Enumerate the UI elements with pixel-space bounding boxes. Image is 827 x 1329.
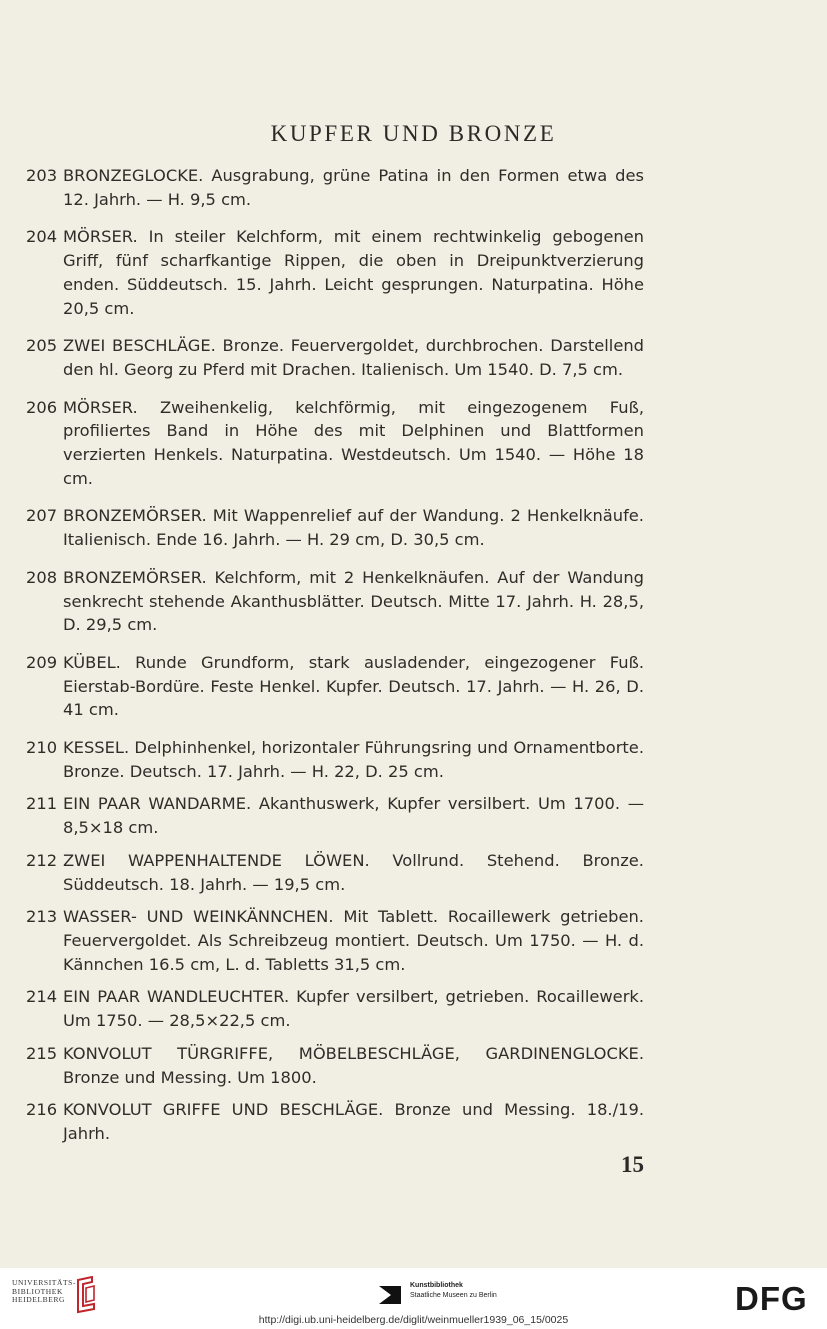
entry-number: 213 (26, 907, 58, 927)
entry-text: EIN PAAR WANDLEUCHTER. Kupfer versilbert, getrieben. Rocaillewerk. Um 1750. — 28,5×22,5 cm. (63, 987, 644, 1031)
entry-number: 206 (26, 397, 58, 417)
uni-line-2: BIBLIOTHEK (12, 1286, 63, 1296)
page-number: 15 (621, 1152, 644, 1177)
catalog-entry (26, 1042, 644, 1089)
entry-number: 215 (26, 1043, 58, 1063)
entry-text: KONVOLUT GRIFFE UND BESCHLÄGE. Bronze und Messing. 18./19. Jahrh. (63, 1100, 644, 1143)
catalog-entry (26, 736, 644, 783)
kunstbibliothek-label (410, 1281, 497, 1301)
catalog-entry (26, 905, 644, 976)
catalog-entry (26, 985, 644, 1032)
kunstbibliothek-icon[interactable] (377, 1284, 403, 1306)
entry-number: 209 (26, 652, 58, 672)
university-library-icon[interactable] (74, 1276, 100, 1314)
catalog-entry (26, 504, 644, 551)
entry-text: MÖRSER. In steiler Kelchform, mit einem rechtwinkelig gebogenen Griff, fünf scharfkantige Rippen, die oben in Dreipunktverzierung enden. Süddeutsch. 15. Jahrh. Leicht gesprungen. Naturpatina. Höhe 20,5 cm. (63, 227, 644, 318)
catalog-entry (26, 792, 644, 839)
catalog-entries (26, 164, 644, 1146)
entry-number: 207 (26, 506, 58, 526)
entry-number: 208 (26, 567, 58, 587)
entry-text: BRONZEMÖRSER. Mit Wappenrelief auf der Wandung. 2 Henkelknäufe. Italienisch. Ende 16. Jahrh. — H. 29 cm, D. 30,5 cm. (63, 506, 644, 550)
entry-text: ZWEI WAPPENHALTENDE LÖWEN. Vollrund. Stehend. Bronze. Süddeutsch. 18. Jahrh. — 19,5 cm. (63, 850, 644, 894)
section-heading: KUPFER UND BRONZE (270, 121, 557, 146)
catalog-entry (26, 1098, 644, 1145)
kb-name: Kunstbibliothek (410, 1282, 463, 1289)
kb-subtitle: Staatliche Museen zu Berlin (410, 1292, 497, 1299)
uni-line-3: HEIDELBERG (12, 1295, 66, 1305)
university-library-logo-text (12, 1279, 76, 1305)
entry-number: 204 (26, 227, 58, 247)
catalog-entry (26, 164, 644, 211)
catalog-entry (26, 566, 644, 637)
entry-text: KÜBEL. Runde Grundform, stark ausladender, eingezogener Fuß. Eierstab-Bordüre. Feste Henkel. Kupfer. Deutsch. 17. Jahrh. — H. 26, D. 41 cm. (63, 652, 644, 720)
entry-text: EIN PAAR WANDARME. Akanthuswerk, Kupfer versilbert. Um 1700. — 8,5×18 cm. (63, 794, 644, 838)
entry-number: 210 (26, 738, 58, 758)
entry-number: 205 (26, 336, 58, 356)
entry-number: 211 (26, 794, 58, 814)
entry-text: WASSER- UND WEINKÄNNCHEN. Mit Tablett. Rocaillewerk getrieben. Feuervergoldet. Als Schreibzeug montiert. Deutsch. Um 1750. — H. d. Kännchen 16.5 cm, L. d. Tabletts 31,5 cm. (63, 907, 644, 974)
dfg-logo[interactable]: DFG (735, 1280, 808, 1317)
entry-text: ZWEI BESCHLÄGE. Bronze. Feuervergoldet, durchbrochen. Darstellend den hl. Georg zu Pferd mit Drachen. Italienisch. Um 1540. D. 7,5 cm. (63, 336, 644, 379)
catalog-entry (26, 849, 644, 896)
entry-number: 214 (26, 987, 58, 1007)
entry-text: KONVOLUT TÜRGRIFFE, MÖBELBESCHLÄGE, GARDINENGLOCKE. Bronze und Messing. Um 1800. (63, 1043, 644, 1087)
catalog-entry (26, 396, 644, 491)
source-url[interactable]: http://digi.ub.uni-heidelberg.de/diglit/weinmueller1939_06_15/0025 (258, 1314, 569, 1326)
uni-line-1: UNIVERSITÄTS- (12, 1278, 77, 1287)
catalog-entry (26, 334, 644, 381)
entry-number: 216 (26, 1100, 58, 1120)
entry-text: MÖRSER. Zweihenkelig, kelchförmig, mit eingezogenem Fuß, profiliertes Band in Höhe des mit Delphinen und Blattformen verzierten Henkels. Naturpatina. Westdeutsch. Um 1540. — Höhe 18 cm. (63, 397, 644, 488)
entry-number: 203 (26, 166, 58, 185)
catalog-entry (26, 225, 644, 320)
catalog-entry (26, 651, 644, 722)
entry-text: BRONZEMÖRSER. Kelchform, mit 2 Henkelknäufen. Auf der Wandung senkrecht stehende Akanthusblätter. Deutsch. Mitte 17. Jahrh. H. 28,5, D. 29,5 cm. (63, 567, 644, 635)
entry-text: KESSEL. Delphinhenkel, horizontaler Führungsring und Ornamentborte. Bronze. Deutsch. 17. Jahrh. — H. 22, D. 25 cm. (63, 738, 644, 781)
entry-number: 212 (26, 850, 58, 870)
entry-text: BRONZEGLOCKE. Ausgrabung, grüne Patina in den Formen etwa des 12. Jahrh. — H. 9,5 cm. (63, 166, 644, 209)
